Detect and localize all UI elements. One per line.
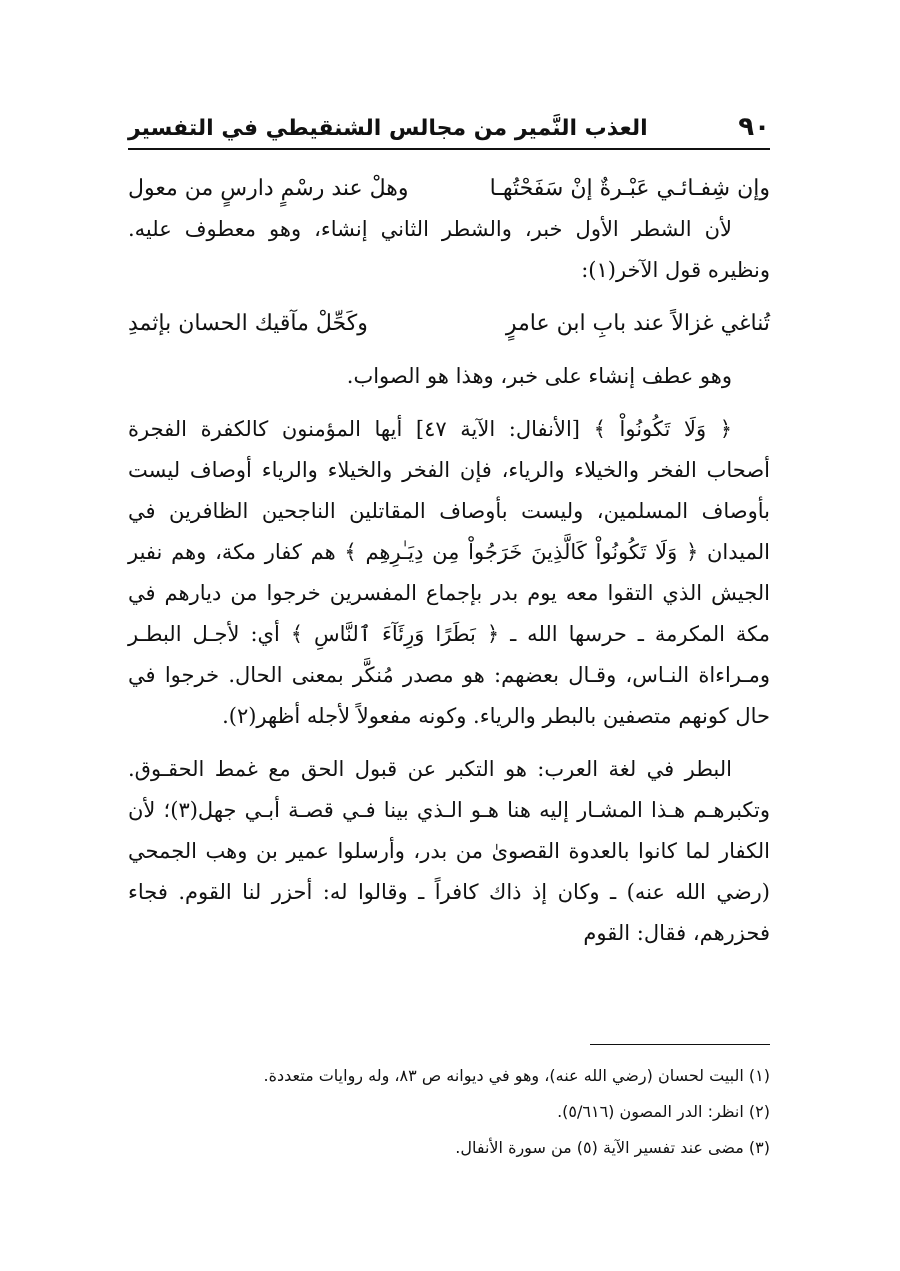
poetry-verse-2 [128, 303, 770, 344]
verse-second-hemistich: وكَحِّلْ مآقيك الحسان بإثمدِ [128, 311, 368, 336]
main-text [128, 168, 770, 954]
paragraph-4: البطر في لغة العرب: هو التكبر عن قبول الحق مع غمط الحقـوق. وتكبرهـم هـذا المشـار إليه هنا هـو الـذي بينا فـي قصـة أبـي جهل(٣)؛ لأن الكفار لما كانوا بالعدوة القصوىٰ من بدر، وأرسلوا عمير بن وهب الجمحي (رضي الله عنه) ـ وكان إذ ذاك كافراً ـ وقالوا له: أحزر لنا القوم. فجاء فحزرهم، فقال: القوم [128, 757, 770, 945]
paragraph-1: لأن الشطر الأول خبر، والشطر الثاني إنشاء، وهو معطوف عليه. ونظيره قول الآخر(١): [128, 217, 770, 282]
footnote-2: (٢) انظر: الدر المصون (٥/٦١٦). [557, 1102, 770, 1121]
running-header [128, 108, 770, 150]
footnotes [128, 1058, 770, 1166]
verse-first-hemistich: تُناغي غزالاً عند بابِ ابن عامرٍ [505, 311, 770, 336]
paragraph-2: وهو عطف إنشاء على خبر، وهذا هو الصواب. [346, 364, 732, 388]
book-title: العذب النَّمير من مجالس الشنقيطي في التفسير [128, 116, 648, 141]
poetry-verse-1 [128, 168, 770, 209]
page-number: ٩٠ [738, 112, 770, 142]
footnote-1: (١) البيت لحسان (رضي الله عنه)، وهو في ديوانه ص ٨٣، وله روايات متعددة. [263, 1066, 770, 1085]
paragraph-3: ﴿ وَلَا تَكُونُواْ ﴾ [الأنفال: الآية ٤٧] أيها المؤمنون كالكفرة الفجرة أصحاب الفخر والخيلاء والرياء، فإن الفخر والخيلاء والرياء أوصاف ليست بأوصاف المسلمين، وليست بأوصاف المقاتلين الناجحين الظافرين في الميدان ﴿ وَلَا تَكُونُواْ كَالَّذِينَ خَرَجُواْ مِن دِيَـٰرِهِم ﴾ هم كفار مكة، وهم نفير الجيش الذي التقوا معه يوم بدر بإجماع المفسرين خرجوا من ديارهم في مكة المكرمة ـ حرسها الله ـ ﴿ بَطَرًا وَرِئَآءَ ٱلنَّاسِ ﴾ أي: لأجـل البطـر ومـراءاة النـاس، وقـال بعضهم: هو مصدر مُنكَّر بمعنى الحال. خرجوا في حال كونهم متصفين بالبطر والرياء. وكونه مفعولاً لأجله أظهر(٢). [128, 417, 770, 728]
footnote-divider [590, 1044, 770, 1045]
verse-first-hemistich: وإن شِفـائـي عَبْـرةٌ إنْ سَفَحْتُهـا [489, 176, 770, 201]
footnote-3: (٣) مضى عند تفسير الآية (٥) من سورة الأنفال. [455, 1138, 770, 1157]
verse-second-hemistich: وهلْ عند رسْمٍ دارسٍ من معول [128, 176, 409, 201]
